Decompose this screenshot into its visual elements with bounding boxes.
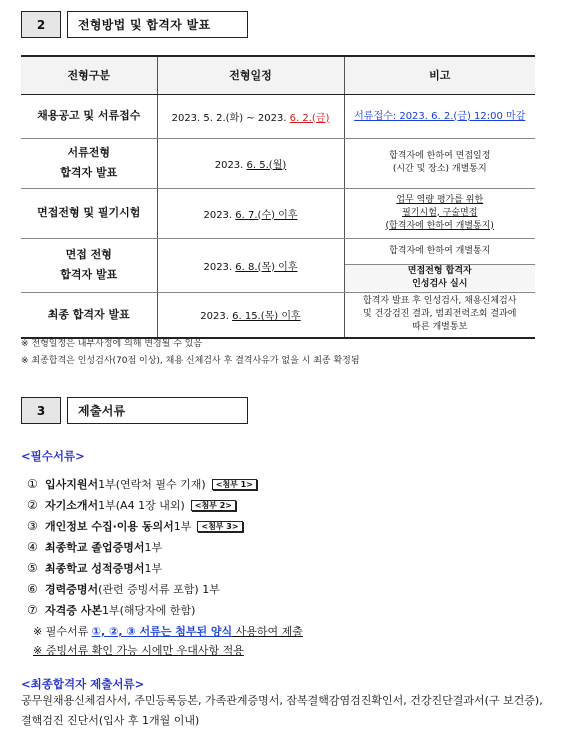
row3-stage: 면접전형 및 필기시험 <box>21 188 157 238</box>
doc-item <box>27 497 236 513</box>
schedule-table <box>21 55 535 339</box>
table-row <box>21 138 535 188</box>
section2-header <box>21 11 248 38</box>
section3-title: 제출서류 <box>67 397 248 424</box>
doc-number: ④ <box>27 540 38 554</box>
final-docs-heading: <최종합격자 제출서류> <box>21 677 145 691</box>
row1-note: 서류접수: 2023. 6. 2.(금) 12:00 마감 <box>344 94 535 138</box>
row5-note-line1: 합격자 발표 후 인성검사, 채용신체검사 <box>363 296 517 307</box>
row3-note-line1: 업무 역량 평가를 위한 <box>396 194 484 205</box>
doc-item <box>27 476 257 492</box>
row4-date <box>157 238 344 292</box>
doc-name: 경력증명서 <box>45 583 99 596</box>
row3-note-line3: (합격자에 한하여 개별통지) <box>385 220 494 231</box>
row4-stage-line2: 합격자 발표 <box>60 268 118 281</box>
row2-note <box>344 138 535 188</box>
row2-date-value: 6. 5.(월) <box>246 159 287 171</box>
row5-note-line3: 따른 개별통보 <box>412 322 468 333</box>
table-row <box>21 238 535 292</box>
doc-name: 최종학교 성적증명서 <box>45 562 145 575</box>
doc-detail: 1부(연락처 필수 기재) <box>98 478 206 491</box>
doc-name: 자기소개서 <box>45 499 99 512</box>
attachment-tag: <첨부 1> <box>212 479 257 490</box>
row1-date-deadline: 6. 2.(금) <box>289 112 330 124</box>
row1-date <box>157 94 344 138</box>
row3-date <box>157 188 344 238</box>
table-row <box>21 94 535 138</box>
row2-note-line1: 합격자에 한하여 면접일정 <box>389 151 491 161</box>
row3-date-prefix: 2023. <box>203 209 236 221</box>
section2-title: 전형방법 및 합격자 발표 <box>67 11 248 38</box>
row1-date-prefix: 2023. 5. 2.(화) ~ 2023. <box>171 112 290 124</box>
row5-note <box>344 292 535 338</box>
doc-name: 개인정보 수집·이용 동의서 <box>45 520 174 533</box>
row2-stage-line2: 합격자 발표 <box>60 166 118 179</box>
header-stage: 전형구분 <box>21 56 157 94</box>
row2-date <box>157 138 344 188</box>
doc-detail: 1부(A4 1장 내외) <box>98 499 185 512</box>
row3-date-value: 6. 7.(수) 이후 <box>235 209 298 221</box>
row4-note-bottom-line2: 인성검사 실시 <box>412 279 468 289</box>
row4-stage-line1: 면접 전형 <box>65 248 112 261</box>
row2-date-prefix: 2023. <box>214 159 247 171</box>
required-note-form <box>33 623 303 639</box>
row4-note <box>344 238 535 292</box>
footnote-schedule: ※ 전형일정은 내부사정에 의해 변경될 수 있음 <box>21 339 203 349</box>
row5-date <box>157 292 344 338</box>
doc-name: 자격증 사본 <box>45 604 102 617</box>
doc-detail: 1부 <box>144 541 163 554</box>
section2-number: 2 <box>21 11 61 38</box>
row3-note <box>344 188 535 238</box>
doc-detail: 1부 <box>173 520 192 533</box>
doc-number: ⑦ <box>27 603 38 617</box>
doc-name: 최종학교 졸업증명서 <box>45 541 145 554</box>
row4-date-prefix: 2023. <box>203 261 236 273</box>
row4-date-value: 6. 8.(목) 이후 <box>235 261 298 273</box>
row3-note-line2: 필기시험, 구술면접 <box>402 207 478 218</box>
doc-number: ⑤ <box>27 561 38 575</box>
note-form-highlight: ①, ②, ③ 서류는 첨부된 양식 <box>91 625 233 638</box>
doc-item <box>27 560 162 576</box>
table-header-row <box>21 56 535 94</box>
doc-item <box>27 602 195 618</box>
section3-number: 3 <box>21 397 61 424</box>
doc-number: ⑥ <box>27 582 38 596</box>
row1-stage: 채용공고 및 서류접수 <box>21 94 157 138</box>
row5-date-prefix: 2023. <box>200 311 233 323</box>
row4-note-top: 합격자에 한하여 개별통지 <box>345 239 536 265</box>
doc-item <box>27 518 243 534</box>
header-schedule: 전형일정 <box>157 56 344 94</box>
table-row <box>21 292 535 338</box>
row2-stage-line1: 서류전형 <box>67 146 110 159</box>
row4-note-bottom <box>345 265 536 291</box>
footnote-final: ※ 최종합격은 인성검사(70점 이상), 채용 신체검사 후 결격사유가 없을 시 최종 확정됨 <box>21 356 360 366</box>
required-note-preference: ※ 증빙서류 확인 가능 시에만 우대사항 적용 <box>33 644 244 657</box>
doc-number: ③ <box>27 519 38 533</box>
note-form-suffix: 사용하여 제출 <box>232 625 303 638</box>
doc-number: ② <box>27 498 38 512</box>
table-row <box>21 188 535 238</box>
row5-stage: 최종 합격자 발표 <box>21 292 157 338</box>
doc-detail: (관련 증빙서류 포함) 1부 <box>98 583 220 596</box>
row5-note-line2: 및 건강검진 결과, 범죄전력조회 결과에 <box>363 309 517 320</box>
doc-item <box>27 581 220 597</box>
row2-note-line2: (시간 및 장소) 개별통지 <box>392 164 487 174</box>
note-form-prefix: ※ 필수서류 <box>33 625 92 638</box>
final-docs-text: 공무원채용신체검사서, 주민등록등본, 가족관계증명서, 잠복결핵감염검진확인서, 건강진단결과서(구 보건증), 결핵검진 진단서(입사 후 1개월 이내) <box>21 694 543 727</box>
attachment-tag: <첨부 3> <box>197 521 242 532</box>
row5-date-value: 6. 15.(목) 이후 <box>232 311 301 323</box>
doc-name: 입사지원서 <box>45 478 99 491</box>
row4-stage <box>21 238 157 292</box>
row2-stage <box>21 138 157 188</box>
row4-note-bottom-line1: 면접전형 합격자 <box>407 266 472 276</box>
header-note: 비고 <box>344 56 535 94</box>
required-docs-heading: <필수서류> <box>21 449 85 463</box>
doc-detail: 1부 <box>144 562 163 575</box>
section3-header <box>21 397 248 424</box>
doc-number: ① <box>27 477 38 491</box>
attachment-tag: <첨부 2> <box>191 500 236 511</box>
doc-item <box>27 539 162 555</box>
doc-detail: 1부(해당자에 한함) <box>101 604 196 617</box>
